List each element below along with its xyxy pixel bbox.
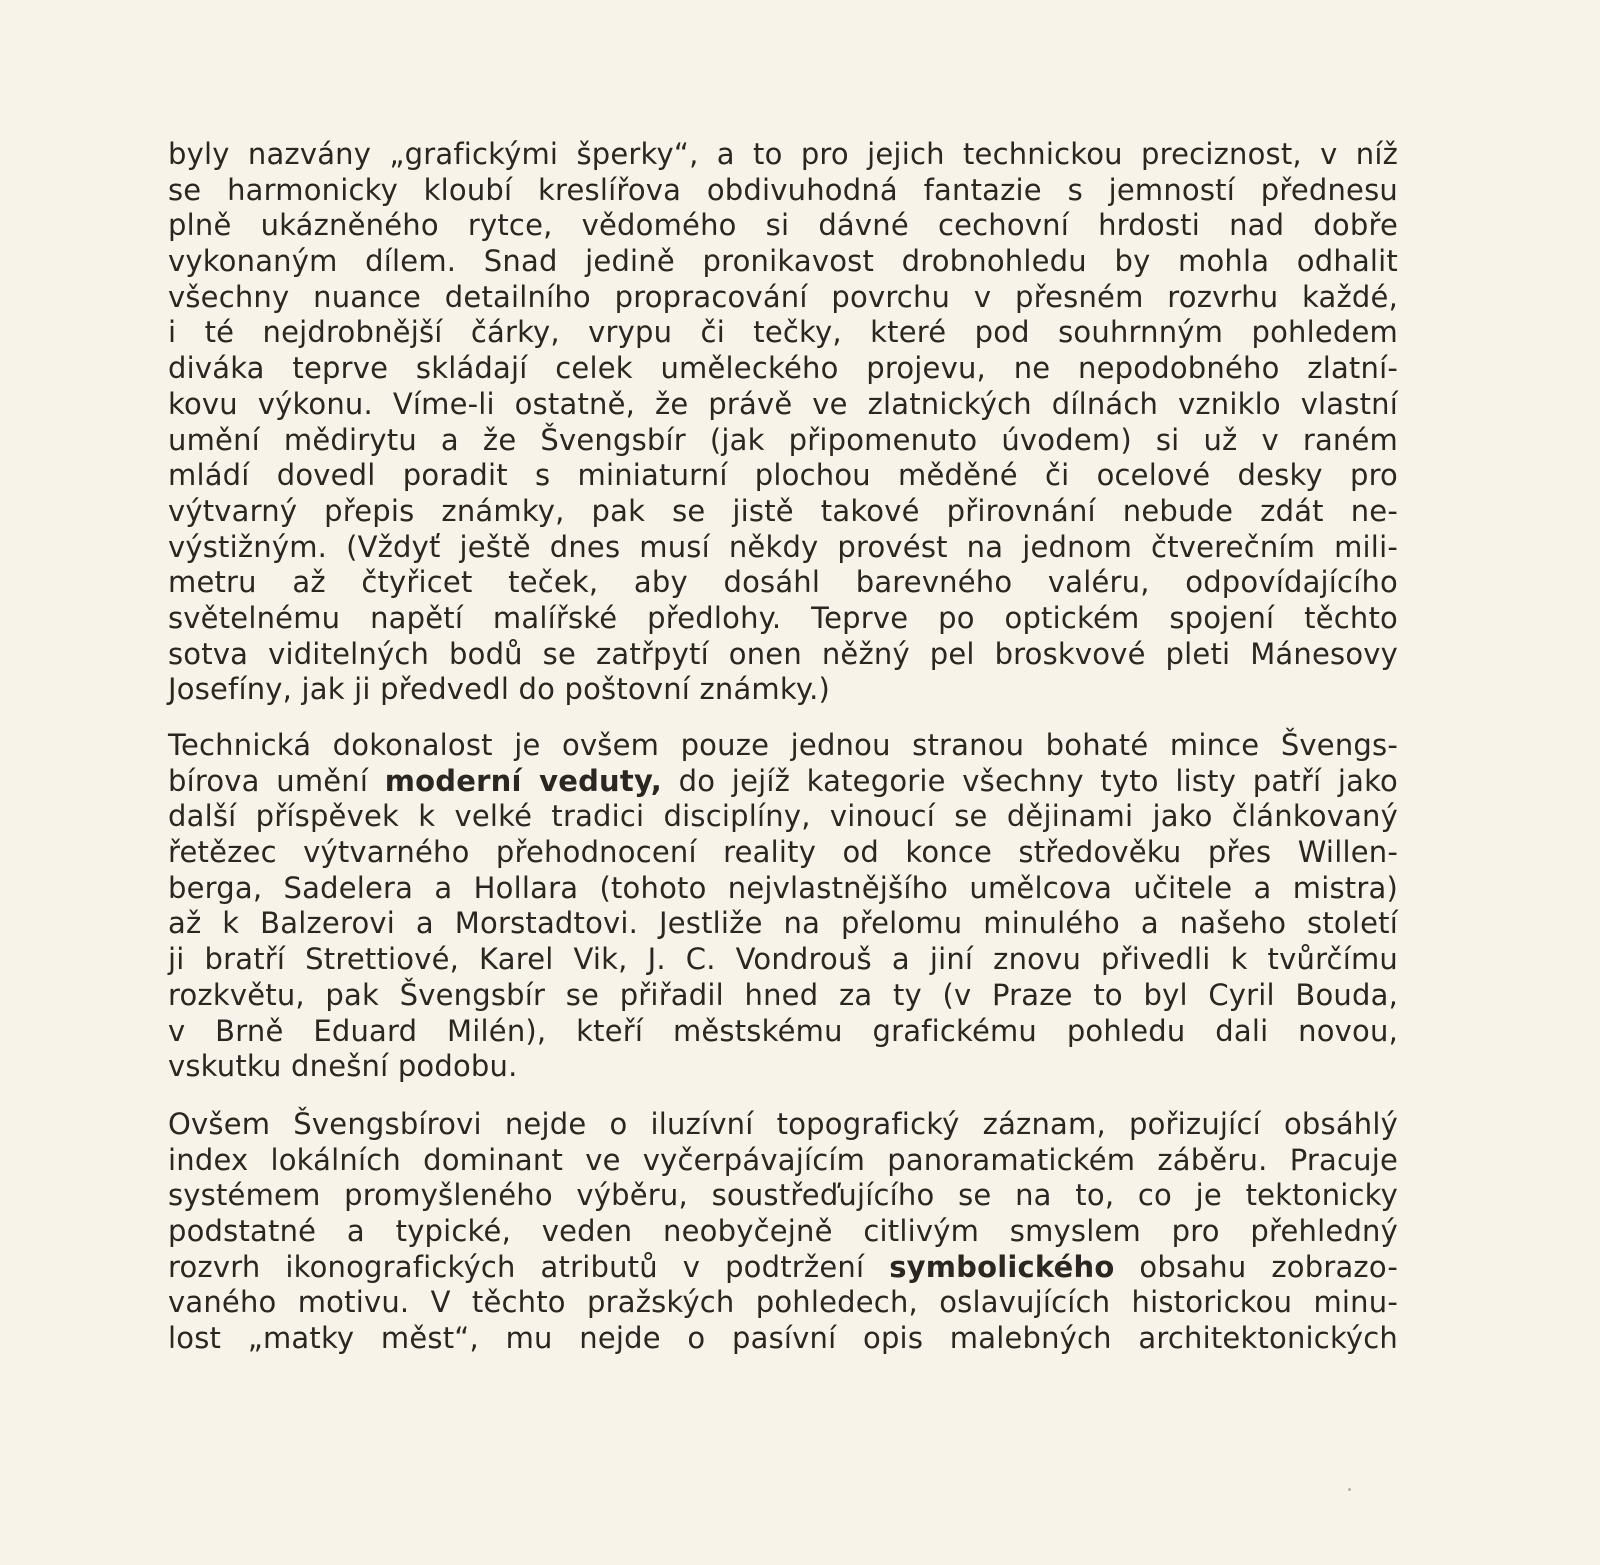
text-run: rozvrh ikonografických atributů v podtržení — [168, 1249, 890, 1284]
text-line: rozkvětu, pak Švengsbír se přiřadil hned za ty (v Praze to byl Cyril Bouda, — [168, 977, 1398, 1012]
text-line: mládí dovedl poradit s miniaturní plochou měděné či ocelové desky pro — [168, 458, 1398, 493]
bold-term: moderní veduty, — [384, 763, 663, 798]
paragraph-2 — [168, 728, 1398, 1085]
text-line-mixed — [168, 764, 1398, 800]
paragraph-gap — [168, 708, 1398, 728]
text-line: berga, Sadelera a Hollara (tohoto nejvlastnějšího umělcova učitele a mistra) — [168, 870, 1398, 905]
text-line: byly nazvány „grafickými šperky“, a to pro jejich technickou preciznost, v níž — [168, 137, 1398, 171]
text-line-mixed — [168, 1250, 1398, 1286]
text-run: do jejíž kategorie všechny tyto listy patří jako — [662, 763, 1399, 798]
text-line: Ovšem Švengsbírovi nejde o iluzívní topografický záznam, pořizující obsáhlý — [168, 1106, 1398, 1141]
text-line: až k Balzerovi a Morstadtovi. Jestliže na přelomu minulého a našeho století — [168, 906, 1398, 941]
paragraph-3 — [168, 1107, 1398, 1357]
text-line: sotva viditelných bodů se zatřpytí onen něžný pel broskvové pleti Mánesovy — [168, 636, 1398, 671]
text-line: výtvarný přepis známky, pak se jistě takové přirovnání nebude zdát ne- — [168, 493, 1398, 528]
text-line: lost „matky měst“, mu nejde o pasívní opis malebných architektonických — [168, 1321, 1398, 1355]
text-line: výstižným. (Vždyť ještě dnes musí někdy provést na jednom čtverečním mili- — [168, 529, 1398, 564]
text-line: kovu výkonu. Víme-li ostatně, že právě ve zlatnických dílnách vzniklo vlastní — [168, 386, 1398, 421]
text-line: Technická dokonalost je ovšem pouze jednou stranou bohaté mince Švengs- — [168, 728, 1398, 762]
body-text — [168, 137, 1398, 1357]
text-run: obsahu zobrazo- — [1114, 1249, 1398, 1284]
text-line: vskutku dnešní podobu. — [168, 1049, 518, 1084]
text-line: další příspěvek k velké tradici disciplíny, vinoucí se dějinami jako článkovaný — [168, 799, 1398, 834]
text-line: ji bratří Strettiové, Karel Vik, J. C. Vondrouš a jiní znovu přivedli k tvůrčímu — [168, 942, 1398, 977]
text-line: plně ukázněného rytce, vědomého si dávné cechovní hrdosti nad dobře — [168, 208, 1398, 243]
paper-speck — [1348, 1488, 1351, 1491]
text-line: vaného motivu. V těchto pražských pohledech, oslavujících historickou minu- — [168, 1285, 1398, 1320]
paragraph-gap — [168, 1085, 1398, 1107]
paragraph-1 — [168, 137, 1398, 708]
bold-term: symbolického — [889, 1249, 1115, 1284]
text-line: světelnému napětí malířské předlohy. Teprve po optickém spojení těchto — [168, 600, 1398, 635]
text-line: všechny nuance detailního propracování povrchu v přesném rozvrhu každé, — [168, 279, 1398, 314]
text-line: Josefíny, jak ji předvedl do poštovní známky.) — [168, 672, 830, 707]
text-line: metru až čtyřicet teček, aby dosáhl barevného valéru, odpovídajícího — [168, 565, 1398, 600]
text-line: podstatné a typické, veden neobyčejně citlivým smyslem pro přehledný — [168, 1213, 1398, 1248]
text-line: index lokálních dominant ve vyčerpávajícím panoramatickém záběru. Pracuje — [168, 1142, 1398, 1177]
text-line: umění mědirytu a že Švengsbír (jak připomenuto úvodem) si už v raném — [168, 422, 1398, 457]
text-line: diváka teprve skládají celek uměleckého projevu, ne nepodobného zlatní- — [168, 351, 1398, 386]
text-line: i té nejdrobnější čárky, vrypu či tečky, které pod souhrnným pohledem — [168, 315, 1398, 350]
text-run: bírova umění — [168, 763, 385, 798]
text-line: systémem promyšleného výběru, soustřeďujícího se na to, co je tektonicky — [168, 1178, 1398, 1213]
text-line: řetězec výtvarného přehodnocení reality od konce středověku přes Willen- — [168, 835, 1398, 870]
text-line: vykonaným dílem. Snad jedině pronikavost drobnohledu by mohla odhalit — [168, 244, 1398, 279]
text-line: se harmonicky kloubí kreslířova obdivuhodná fantazie s jemností přednesu — [168, 172, 1398, 207]
text-line: v Brně Eduard Milén), kteří městskému grafickému pohledu dali novou, — [168, 1013, 1398, 1048]
